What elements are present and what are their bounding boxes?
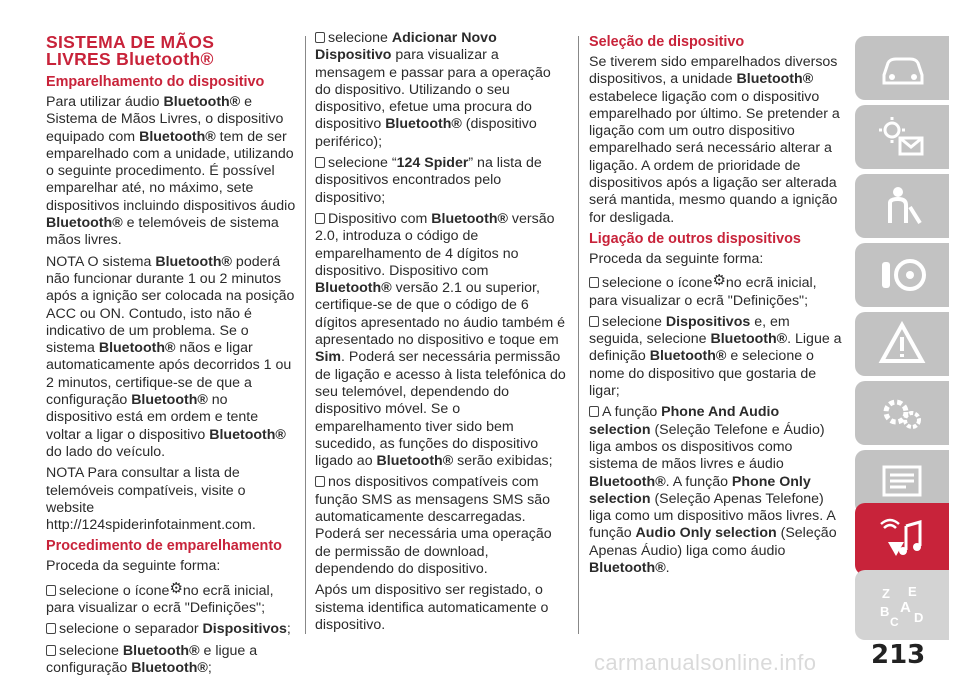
list-item: selecione Bluetooth® e ligue a configuração Bluetooth®; xyxy=(46,642,258,676)
tab-multimedia[interactable] xyxy=(855,503,949,575)
tab-emergency[interactable] xyxy=(855,312,949,376)
tab-dashboard-lights[interactable] xyxy=(855,105,949,169)
list-item: selecione o separador Dispositivos; xyxy=(46,621,296,638)
bullet-icon xyxy=(589,406,599,417)
heading-selection: Seleção de dispositivo xyxy=(589,34,745,50)
bullet-icon xyxy=(315,213,325,224)
car-icon xyxy=(876,45,928,91)
watermark: carmanualsonline.info xyxy=(594,650,817,675)
seatbelt-icon xyxy=(876,183,928,229)
warning-light-icon xyxy=(876,114,928,160)
section-title xyxy=(46,34,296,68)
emergency-icon xyxy=(876,321,928,367)
bullet-icon xyxy=(46,645,56,656)
column-divider xyxy=(305,36,306,634)
tab-starting-driving[interactable] xyxy=(855,243,949,307)
list-item: selecione “124 Spider” na lista de dispositivos encontrados pelo dispositivo; xyxy=(315,155,542,206)
paragraph: Após um dispositivo ser registado, o sistema identifica automaticamente o dispositivo. xyxy=(315,582,549,633)
gear-icon: ⚙ xyxy=(712,272,726,290)
bullet-icon xyxy=(589,277,599,288)
tab-vehicle[interactable] xyxy=(855,36,949,100)
bullet-icon xyxy=(315,476,325,487)
tab-index[interactable] xyxy=(855,570,949,640)
note: NOTA O sistema Bluetooth® poderá não funcionar durante 1 ou 2 minutos após a ignição ser colocada na posição ACC ou ON. Contudo, isto não é indicativo de um problema. Se o sistema Bluetooth® nãos e ligar automaticamente após decorridos 1 ou 2 minutos, certifique-se de que a configuração Bluetooth® no dispositivo está em ordem e tente voltar a ligar o dispositivo Bluetooth® do lado do veículo. xyxy=(46,253,295,460)
title-line-2: LIVRES Bluetooth® xyxy=(46,49,214,69)
paragraph: Proceda da seguinte forma: xyxy=(46,558,221,575)
paragraph: Proceda da seguinte forma: xyxy=(589,250,764,267)
note: NOTA Para consultar a lista de telemóveis compatíveis, visite o website http://124spiderinfotainment.com. xyxy=(46,465,256,534)
paragraph: Se tiverem sido emparelhados diversos dispositivos, a unidade Bluetooth® estabelece ligação com o dispositivo emparelhado por último. Se pretender a ligação com um outro dispositivo emparelhado será necessário alterar a ligação. A ordem de prioridade de dispositivos após a ligação ser alterada será mantida, mesmo quando a ignição for desligada. xyxy=(589,54,840,226)
gear-icon: ⚙ xyxy=(169,579,183,597)
column-divider xyxy=(578,36,579,634)
index-letters-icon xyxy=(876,582,928,628)
list-item: selecione Dispositivos e, em seguida, selecione Bluetooth®. Ligue a definição Bluetooth® e selecione o nome do dispositivo que gostaria de ligar; xyxy=(589,313,842,400)
tech-data-icon xyxy=(876,459,928,505)
page-number: 213 xyxy=(871,640,926,670)
tab-maintenance[interactable] xyxy=(855,381,949,445)
list-item: selecione o ícone⚙no ecrã inicial, para visualizar o ecrã "Definições"; xyxy=(589,272,817,309)
list-item: selecione o ícone⚙no ecrã inicial, para visualizar o ecrã "Definições"; xyxy=(46,579,274,617)
list-item: Dispositivo com Bluetooth® versão 2.0, introduza o código de emparelhamento de 4 dígitos no dispositivo. Dispositivo com Bluetooth® versão 2.1 ou superior, certifique-se de que o código de 6 dígitos apresentado no áudio também é apresentado no dispositivo e toque em Sim. Poderá ser necessária permissão de ligação e acesso à lista telefónica do seu telemóvel, dependendo do dispositivo móvel. Se o emparelhamento tiver sido bem sucedido, as funções do dispositivo ligado ao Bluetooth® serão exibidas; xyxy=(315,210,566,470)
svg-text:C: C xyxy=(890,615,899,628)
bullet-icon xyxy=(315,32,325,43)
paragraph: Para utilizar áudio Bluetooth® e Sistema de Mãos Livres, o dispositivo equipado com Bluetooth® tem de ser emparelhado com a unidade, utilizando o seguinte procedimento. É possível emparelhar até, no máximo, sete dispositivos incluindo dispositivos áudio Bluetooth® e telemóveis de sistema mãos livres. xyxy=(46,94,296,249)
svg-text:B: B xyxy=(880,604,890,619)
column-3 xyxy=(589,34,842,581)
heading-procedure: Procedimento de emparelhamento xyxy=(46,538,282,555)
svg-text:E: E xyxy=(908,584,917,599)
column-2 xyxy=(315,30,567,638)
svg-text:A: A xyxy=(900,599,911,616)
title-line-1: SISTEMA DE MÃOS xyxy=(46,32,215,52)
music-note-icon xyxy=(876,516,928,562)
maintenance-icon xyxy=(876,390,928,436)
bullet-icon xyxy=(589,316,599,327)
list-item: nos dispositivos compatíveis com função SMS as mensagens SMS são automaticamente descarregadas. Poderá ser necessária uma operação de permissão de download, dependendo do dispositivo. xyxy=(315,474,552,577)
bullet-icon xyxy=(315,157,325,168)
bullet-icon xyxy=(46,623,56,634)
svg-text:D: D xyxy=(914,610,924,625)
svg-text:Z: Z xyxy=(882,586,890,601)
heading-pairing: Emparelhamento do dispositivo xyxy=(46,74,265,90)
list-item: A função Phone And Audio selection (Seleção Telefone e Áudio) liga ambos os dispositivos como sistema de mãos livres e áudio Bluetooth®. A função Phone Only selection (Seleção Apenas Telefone) liga como um dispositivo mãos livres. A função Audio Only selection (Seleção Apenas Áudio) liga como áudio Bluetooth®. xyxy=(589,404,837,577)
steering-wheel-icon xyxy=(876,252,928,298)
column-1 xyxy=(46,34,296,681)
bullet-icon xyxy=(46,585,56,596)
tab-safety[interactable] xyxy=(855,174,949,238)
heading-other-devices: Ligação de outros dispositivos xyxy=(589,230,801,247)
list-item: selecione Adicionar Novo Dispositivo para visualizar a mensagem e passar para a operação do dispositivo. Utilizando o seu dispositivo, efetue uma procura do dispositivo Bluetooth® (dispositivo periférico); xyxy=(315,30,551,150)
